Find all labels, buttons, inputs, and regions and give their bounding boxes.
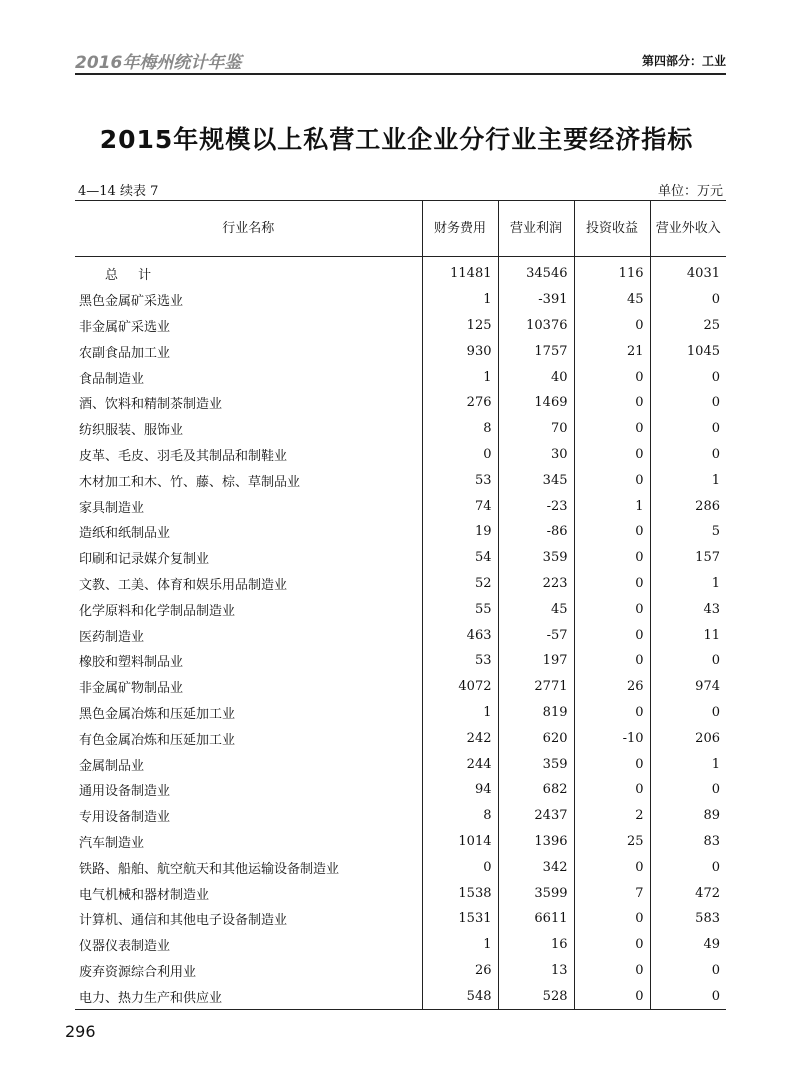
table-cell: 74: [422, 493, 498, 519]
table-cell: 11: [650, 622, 726, 648]
industry-name: 非金属矿采选业: [79, 319, 171, 335]
table-row: [75, 751, 726, 777]
industry-name: 医药制造业: [79, 629, 145, 645]
industry-name: 有色金属冶炼和压延加工业: [79, 732, 236, 748]
table-cell: 16: [498, 932, 574, 958]
table-row: [75, 493, 726, 519]
column-header-industry: 行业名称: [75, 201, 422, 257]
table-cell: 0: [574, 932, 650, 958]
table-cell: 0: [574, 777, 650, 803]
industry-name: 金属制品业: [79, 758, 145, 774]
table-cell: 206: [650, 725, 726, 751]
table-cell: 11481: [422, 257, 498, 287]
table-row: [75, 416, 726, 442]
table-cell: 25: [574, 829, 650, 855]
table-cell: 682: [498, 777, 574, 803]
table-cell: 0: [650, 700, 726, 726]
table-cell: 0: [574, 958, 650, 984]
table-cell: 0: [574, 467, 650, 493]
table-cell: 0: [650, 648, 726, 674]
table-cell: 0: [574, 596, 650, 622]
table-cell: 45: [498, 596, 574, 622]
table-cell: 0: [574, 700, 650, 726]
table-code: 4—14 续表 7: [78, 184, 159, 199]
table-cell: 0: [574, 571, 650, 597]
industry-name: 印刷和记录媒介复制业: [79, 552, 210, 568]
total-row: [75, 257, 726, 287]
table-cell: 1: [650, 751, 726, 777]
table-cell: 0: [574, 854, 650, 880]
table-cell: 359: [498, 545, 574, 571]
table-cell: 1: [650, 571, 726, 597]
table-cell: 0: [574, 442, 650, 468]
table-cell: 0: [650, 442, 726, 468]
table-cell: 2771: [498, 674, 574, 700]
table-row: [75, 958, 726, 984]
table-cell: 0: [574, 545, 650, 571]
table-cell: 25: [650, 313, 726, 339]
table-cell: 54: [422, 545, 498, 571]
table-row: [75, 803, 726, 829]
table-cell: 1396: [498, 829, 574, 855]
table-cell: 0: [650, 854, 726, 880]
column-header-non-operating-income: 营业外收入: [650, 201, 726, 257]
industry-name: 黑色金属矿采选业: [79, 294, 184, 310]
table-row: [75, 854, 726, 880]
table-row: [75, 390, 726, 416]
running-header: [75, 44, 726, 74]
table-row: [75, 313, 726, 339]
table-cell: 0: [422, 854, 498, 880]
section-label: 第四部分：工业: [641, 54, 726, 68]
table-cell: 13: [498, 958, 574, 984]
statistics-table: [75, 200, 726, 1010]
table-cell: 0: [650, 364, 726, 390]
table-cell: 0: [650, 390, 726, 416]
table-cell: 10376: [498, 313, 574, 339]
page-number: 296: [65, 1022, 96, 1041]
table-cell: 40: [498, 364, 574, 390]
table-cell: 974: [650, 674, 726, 700]
table-cell: 244: [422, 751, 498, 777]
table-row: [75, 648, 726, 674]
industry-name: 仪器仪表制造业: [79, 939, 171, 955]
table-row: [75, 467, 726, 493]
industry-name: 造纸和纸制品业: [79, 526, 171, 542]
table-cell: 0: [574, 364, 650, 390]
table-row: [75, 906, 726, 932]
table-cell: -57: [498, 622, 574, 648]
table-row: [75, 571, 726, 597]
header-divider: [75, 73, 726, 75]
table-cell: 0: [574, 648, 650, 674]
industry-name: 橡胶和塑料制品业: [79, 655, 184, 671]
industry-name: 家具制造业: [79, 500, 145, 516]
industry-name: 专用设备制造业: [79, 810, 171, 826]
table-cell: 2: [574, 803, 650, 829]
industry-name: 电气机械和器材制造业: [79, 887, 210, 903]
total-label: 总 计: [105, 268, 160, 284]
table-cell: 0: [574, 416, 650, 442]
table-row: [75, 983, 726, 1009]
table-cell: 83: [650, 829, 726, 855]
industry-name: 黑色金属冶炼和压延加工业: [79, 706, 236, 722]
table-cell: 1531: [422, 906, 498, 932]
table-cell: 472: [650, 880, 726, 906]
table-cell: 70: [498, 416, 574, 442]
table-cell: 26: [422, 958, 498, 984]
table-row: [75, 932, 726, 958]
table-cell: 1757: [498, 338, 574, 364]
table-cell: 0: [574, 622, 650, 648]
table-cell: 583: [650, 906, 726, 932]
industry-name: 通用设备制造业: [79, 784, 171, 800]
table-cell: 342: [498, 854, 574, 880]
table-row: [75, 519, 726, 545]
table-row: [75, 725, 726, 751]
table-row: [75, 829, 726, 855]
table-cell: 1: [422, 932, 498, 958]
industry-name: 汽车制造业: [79, 835, 145, 851]
table-row: [75, 674, 726, 700]
industry-name: 纺织服装、服饰业: [79, 423, 184, 439]
table-cell: 89: [650, 803, 726, 829]
table-row: [75, 442, 726, 468]
table-cell: 52: [422, 571, 498, 597]
table-cell: 157: [650, 545, 726, 571]
table-cell: 2437: [498, 803, 574, 829]
table-cell: 1: [422, 364, 498, 390]
table-cell: 1538: [422, 880, 498, 906]
table-cell: 0: [650, 416, 726, 442]
table-cell: 0: [650, 287, 726, 313]
industry-name: 木材加工和木、竹、藤、棕、草制品业: [79, 474, 301, 490]
table-cell: 197: [498, 648, 574, 674]
table-cell: 1: [574, 493, 650, 519]
table-cell: 819: [498, 700, 574, 726]
table-cell: 0: [574, 906, 650, 932]
industry-name: 电力、热力生产和供应业: [75, 983, 422, 1009]
industry-name: 酒、饮料和精制茶制造业: [79, 397, 223, 413]
table-unit: 单位：万元: [657, 184, 723, 199]
column-header-financial-expenses: 财务费用: [422, 201, 498, 257]
table-cell: 3599: [498, 880, 574, 906]
table-cell: 0: [422, 442, 498, 468]
table-cell: 55: [422, 596, 498, 622]
table-cell: 286: [650, 493, 726, 519]
table-row: [75, 338, 726, 364]
table-cell: 0: [650, 958, 726, 984]
column-header-investment-income: 投资收益: [574, 201, 650, 257]
table-cell: 30: [498, 442, 574, 468]
industry-name: 铁路、船舶、航空航天和其他运输设备制造业: [79, 861, 340, 877]
table-row: [75, 622, 726, 648]
table-cell: 1: [650, 467, 726, 493]
table-cell: 463: [422, 622, 498, 648]
column-header-operating-profit: 营业利润: [498, 201, 574, 257]
table-cell: 4072: [422, 674, 498, 700]
table-row: [75, 364, 726, 390]
table-row: [75, 596, 726, 622]
table-cell: 125: [422, 313, 498, 339]
table-row: [75, 287, 726, 313]
table-cell: 276: [422, 390, 498, 416]
table-cell: 0: [650, 983, 726, 1009]
table-cell: 548: [422, 983, 498, 1009]
table-cell: 26: [574, 674, 650, 700]
table-cell: -23: [498, 493, 574, 519]
industry-name: 农副食品加工业: [79, 345, 171, 361]
table-row: [75, 880, 726, 906]
table-cell: 930: [422, 338, 498, 364]
table-cell: 8: [422, 416, 498, 442]
industry-name: 化学原料和化学制品制造业: [79, 603, 236, 619]
industry-name: 非金属矿物制品业: [79, 681, 184, 697]
table-cell: -391: [498, 287, 574, 313]
table-cell: 7: [574, 880, 650, 906]
table-cell: 0: [650, 777, 726, 803]
table-cell: 5: [650, 519, 726, 545]
table-cell: 0: [574, 751, 650, 777]
table-cell: 0: [574, 519, 650, 545]
table-cell: 45: [574, 287, 650, 313]
table-cell: 19: [422, 519, 498, 545]
table-row: [75, 545, 726, 571]
table-cell: 53: [422, 648, 498, 674]
industry-name: 皮革、毛皮、羽毛及其制品和制鞋业: [79, 448, 288, 464]
industry-name: 废弃资源综合利用业: [79, 964, 197, 980]
table-cell: 4031: [650, 257, 726, 287]
table-cell: 528: [498, 983, 574, 1009]
yearbook-title: 2016年梅州统计年鉴: [75, 53, 242, 73]
table-cell: 0: [574, 983, 650, 1009]
table-cell: -10: [574, 725, 650, 751]
table-cell: 34546: [498, 257, 574, 287]
table-cell: 1469: [498, 390, 574, 416]
table-cell: -86: [498, 519, 574, 545]
table-cell: 21: [574, 338, 650, 364]
table-cell: 43: [650, 596, 726, 622]
page-title: 2015年规模以上私营工业企业分行业主要经济指标: [99, 125, 694, 154]
table-cell: 8: [422, 803, 498, 829]
table-cell: 359: [498, 751, 574, 777]
industry-name: 文教、工美、体育和娱乐用品制造业: [79, 577, 288, 593]
table-header-row: [75, 201, 726, 257]
table-cell: 345: [498, 467, 574, 493]
table-cell: 1045: [650, 338, 726, 364]
table-cell: 6611: [498, 906, 574, 932]
table-row: [75, 700, 726, 726]
table-cell: 242: [422, 725, 498, 751]
table-cell: 0: [574, 390, 650, 416]
table-cell: 1: [422, 287, 498, 313]
table-cell: 223: [498, 571, 574, 597]
industry-name: 食品制造业: [79, 371, 145, 387]
table-cell: 53: [422, 467, 498, 493]
table-cell: 94: [422, 777, 498, 803]
table-cell: 116: [574, 257, 650, 287]
table-cell: 0: [574, 313, 650, 339]
table-cell: 1: [422, 700, 498, 726]
table-cell: 620: [498, 725, 574, 751]
industry-name: 计算机、通信和其他电子设备制造业: [79, 913, 288, 929]
table-cell: 49: [650, 932, 726, 958]
table-row: [75, 777, 726, 803]
table-cell: 1014: [422, 829, 498, 855]
